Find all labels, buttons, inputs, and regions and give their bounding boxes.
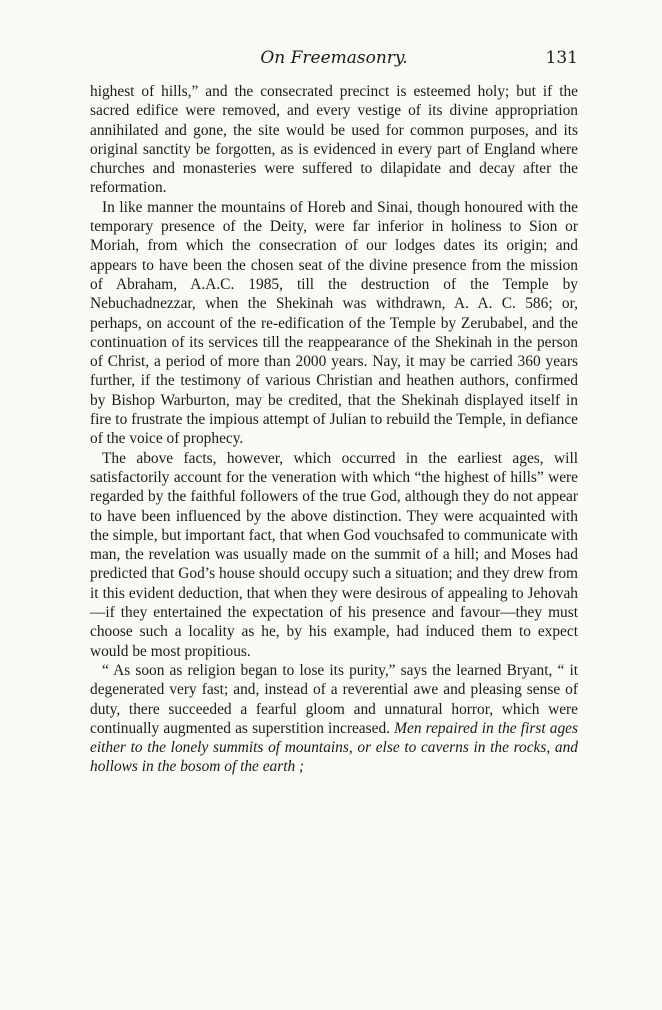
page-header	[90, 48, 578, 72]
paragraph-2-text: In like manner the mountains of Horeb and Sinai, though honoured with the temporary presence of the Deity, were far inferior in holiness to Sion or Moriah, from which the consecration of our lodges dates its origin; and appears to have been the chosen seat of the divine presence from the mission of Abraham, A.A.C. 1985, till the destruction of the Temple by Nebuchadnezzar, when the Shekinah was withdrawn, A. A. C. 586; or, perhaps, on account of the re-edification of the Temple by Zerubabel, and the continuation of its services till the reappearance of the Shekinah in the person of Christ, a period of more than 2000 years. Nay, it may be carried 360 years further, if the testimony of various Christian and heathen authors, confirmed by Bishop Warburton, may be credited, that the Shekinah displayed itself in fire to frustrate the impious attempt of Julian to rebuild the Temple, in defiance of the voice of prophecy.	[90, 198, 578, 448]
paragraph-4	[90, 661, 578, 777]
paragraph-1-text: highest of hills,” and the consecrated precinct is esteemed holy; but if the sacred edifice were removed, and every vestige of its divine appropriation annihilated and gone, the site would be used for common purposes, and its original sanctity be forgotten, as is evidenced in every part of England where churches and monasteries were suffered to dilapidate and decay after the reformation.	[90, 83, 578, 197]
page-number: 131	[545, 48, 578, 68]
paragraph-3-text: The above facts, however, which occurred in the earliest ages, will satisfactorily account for the veneration with which “the highest of hills” were regarded by the faithful followers of the true God, although they do not appear to have been influenced by the above distinction. They were acquainted with the simple, but important fact, that when God vouchsafed to communicate with man, the revelation was usually made on the summit of a hill; and Moses had predicted that God’s house should occupy such a situation; and they drew from it this evident deduction, that when they were desirous of appealing to Jehovah—if they entertained the expectation of his presence and favour—they must choose such a locality as he, by his example, had induced them to expect would be most propitious.	[90, 449, 578, 660]
running-title: On Freemasonry.	[260, 48, 408, 68]
paragraph-4-intro: “ As soon as religion began to lose its purity,” says the learned Bryant, “ it degenerated very fast; and, instead of a reverential awe and pleasing sense of duty, there succeeded a fearful gloom and unnatural horror, which were continually augmented as superstition increased.	[90, 661, 578, 737]
paragraph-2	[90, 198, 578, 449]
paragraph-4-italic-quote: Men repaired in the first ages either to the lonely summits of mountains, or else to caverns in the rocks, and hollows in the bosom of the earth ;	[90, 719, 578, 776]
paragraph-3	[90, 449, 578, 661]
body-text	[90, 82, 578, 777]
paragraph-1	[90, 82, 578, 198]
